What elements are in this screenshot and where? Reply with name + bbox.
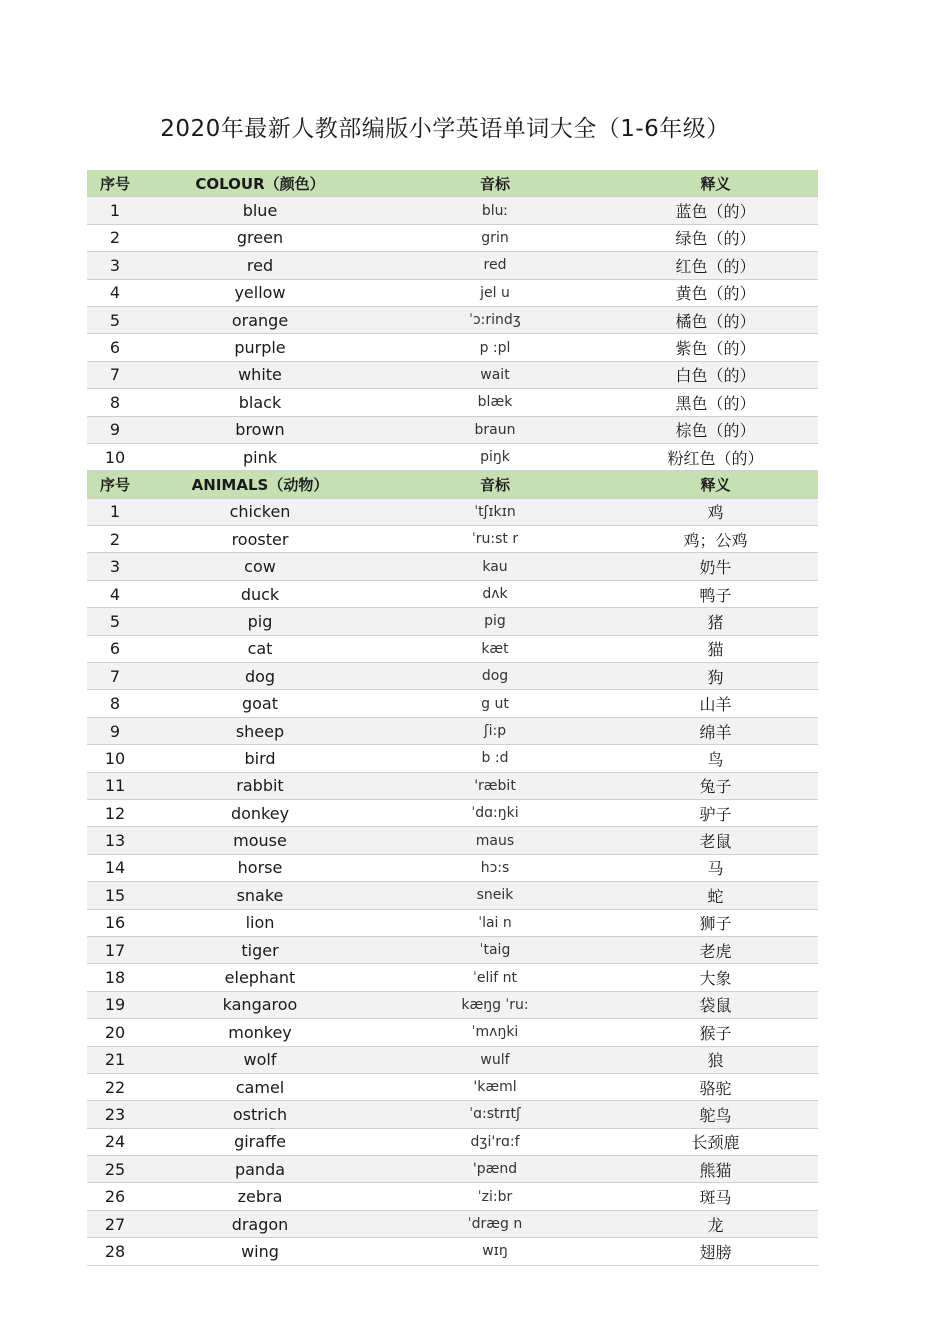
cell-num: 18 (87, 964, 143, 991)
cell-num: 13 (87, 827, 143, 854)
table-row (87, 663, 818, 690)
cell-word: mouse (143, 827, 377, 854)
table-row (87, 361, 818, 388)
cell-meaning: 长颈鹿 (613, 1128, 818, 1155)
cell-meaning: 猴子 (613, 1019, 818, 1046)
cell-word: green (143, 224, 377, 251)
table-row (87, 252, 818, 279)
cell-ipa: ˈtʃɪkɪn (377, 498, 613, 525)
cell-meaning: 山羊 (613, 690, 818, 717)
cell-meaning: 龙 (613, 1210, 818, 1237)
header-cell-meaning: 释义 (613, 471, 818, 498)
cell-num: 2 (87, 224, 143, 251)
table-row (87, 498, 818, 525)
table-row (87, 553, 818, 580)
cell-ipa: kau (377, 553, 613, 580)
section-header-row (87, 471, 818, 498)
cell-num: 4 (87, 580, 143, 607)
cell-word: elephant (143, 964, 377, 991)
cell-meaning: 骆驼 (613, 1073, 818, 1100)
cell-word: brown (143, 416, 377, 443)
cell-ipa: red (377, 252, 613, 279)
cell-num: 10 (87, 443, 143, 470)
cell-word: cat (143, 635, 377, 662)
cell-word: red (143, 252, 377, 279)
table-row (87, 389, 818, 416)
cell-meaning: 紫色（的） (613, 334, 818, 361)
cell-num: 14 (87, 854, 143, 881)
table-row (87, 827, 818, 854)
cell-word: lion (143, 909, 377, 936)
cell-ipa: dog (377, 663, 613, 690)
table-row (87, 279, 818, 306)
cell-num: 23 (87, 1101, 143, 1128)
cell-meaning: 棕色（的） (613, 416, 818, 443)
cell-meaning: 鸡 (613, 498, 818, 525)
cell-ipa: b :d (377, 745, 613, 772)
cell-ipa: pig (377, 608, 613, 635)
cell-word: wolf (143, 1046, 377, 1073)
cell-num: 6 (87, 334, 143, 361)
cell-word: zebra (143, 1183, 377, 1210)
cell-word: pink (143, 443, 377, 470)
cell-num: 5 (87, 608, 143, 635)
table-row (87, 1210, 818, 1237)
cell-word: panda (143, 1156, 377, 1183)
cell-num: 3 (87, 252, 143, 279)
table-row (87, 224, 818, 251)
cell-ipa: wulf (377, 1046, 613, 1073)
cell-meaning: 橘色（的） (613, 306, 818, 333)
cell-word: pig (143, 608, 377, 635)
cell-num: 3 (87, 553, 143, 580)
cell-num: 7 (87, 361, 143, 388)
cell-word: wing (143, 1238, 377, 1265)
cell-ipa: bluː (377, 197, 613, 224)
cell-num: 7 (87, 663, 143, 690)
cell-word: rooster (143, 526, 377, 553)
cell-meaning: 驴子 (613, 799, 818, 826)
cell-ipa: ˈmʌŋki (377, 1019, 613, 1046)
cell-meaning: 马 (613, 854, 818, 881)
table-row (87, 635, 818, 662)
table-row (87, 1183, 818, 1210)
cell-meaning: 鸭子 (613, 580, 818, 607)
cell-ipa: blæk (377, 389, 613, 416)
cell-meaning: 猫 (613, 635, 818, 662)
cell-ipa: ˈdræg n (377, 1210, 613, 1237)
cell-num: 27 (87, 1210, 143, 1237)
table-row (87, 443, 818, 470)
table-row (87, 772, 818, 799)
cell-word: kangaroo (143, 991, 377, 1018)
table-row (87, 964, 818, 991)
cell-word: cow (143, 553, 377, 580)
cell-num: 28 (87, 1238, 143, 1265)
cell-num: 11 (87, 772, 143, 799)
cell-ipa: ˈlai n (377, 909, 613, 936)
table-row (87, 799, 818, 826)
cell-meaning: 红色（的） (613, 252, 818, 279)
vocabulary-table (87, 170, 818, 1266)
cell-word: yellow (143, 279, 377, 306)
cell-num: 22 (87, 1073, 143, 1100)
table-row (87, 936, 818, 963)
cell-meaning: 狗 (613, 663, 818, 690)
cell-meaning: 袋鼠 (613, 991, 818, 1018)
table-row (87, 1073, 818, 1100)
table-row (87, 197, 818, 224)
cell-ipa: ˈɑ:strɪtʃ (377, 1101, 613, 1128)
cell-word: chicken (143, 498, 377, 525)
cell-num: 21 (87, 1046, 143, 1073)
table-row (87, 717, 818, 744)
cell-ipa: p :pl (377, 334, 613, 361)
cell-meaning: 蛇 (613, 882, 818, 909)
header-cell-meaning: 释义 (613, 170, 818, 197)
cell-num: 15 (87, 882, 143, 909)
cell-ipa: kæŋg ˈru: (377, 991, 613, 1018)
cell-meaning: 老虎 (613, 936, 818, 963)
table-row (87, 690, 818, 717)
cell-ipa: maus (377, 827, 613, 854)
cell-num: 6 (87, 635, 143, 662)
cell-word: camel (143, 1073, 377, 1100)
table-row (87, 580, 818, 607)
table-row (87, 1101, 818, 1128)
cell-meaning: 白色（的） (613, 361, 818, 388)
cell-meaning: 奶牛 (613, 553, 818, 580)
cell-num: 8 (87, 690, 143, 717)
cell-meaning: 黄色（的） (613, 279, 818, 306)
cell-word: purple (143, 334, 377, 361)
cell-ipa: g ut (377, 690, 613, 717)
table-row (87, 416, 818, 443)
header-cell-word: COLOUR（颜色） (143, 170, 377, 197)
header-cell-ipa: 音标 (377, 471, 613, 498)
cell-ipa: grin (377, 224, 613, 251)
cell-meaning: 绵羊 (613, 717, 818, 744)
cell-ipa: ˈdɑ:ŋki (377, 799, 613, 826)
cell-meaning: 兔子 (613, 772, 818, 799)
cell-num: 16 (87, 909, 143, 936)
cell-word: tiger (143, 936, 377, 963)
table-row (87, 1238, 818, 1265)
cell-meaning: 蓝色（的） (613, 197, 818, 224)
cell-word: horse (143, 854, 377, 881)
cell-meaning: 狼 (613, 1046, 818, 1073)
cell-ipa: ˈɔ:rindʒ (377, 306, 613, 333)
cell-word: goat (143, 690, 377, 717)
cell-ipa: ˈtaig (377, 936, 613, 963)
cell-num: 2 (87, 526, 143, 553)
cell-num: 1 (87, 197, 143, 224)
cell-ipa: 'ræbit (377, 772, 613, 799)
cell-word: rabbit (143, 772, 377, 799)
cell-ipa: ʃi:p (377, 717, 613, 744)
cell-num: 1 (87, 498, 143, 525)
table-row (87, 526, 818, 553)
cell-word: snake (143, 882, 377, 909)
cell-meaning: 熊猫 (613, 1156, 818, 1183)
cell-meaning: 绿色（的） (613, 224, 818, 251)
header-cell-word: ANIMALS（动物） (143, 471, 377, 498)
cell-word: blue (143, 197, 377, 224)
cell-meaning: 黑色（的） (613, 389, 818, 416)
table-row (87, 1019, 818, 1046)
cell-num: 5 (87, 306, 143, 333)
cell-ipa: wɪŋ (377, 1238, 613, 1265)
cell-word: duck (143, 580, 377, 607)
cell-num: 4 (87, 279, 143, 306)
table-row (87, 1128, 818, 1155)
section-header-row (87, 170, 818, 197)
cell-ipa: ˈru:st r (377, 526, 613, 553)
table-row (87, 608, 818, 635)
cell-word: black (143, 389, 377, 416)
cell-meaning: 大象 (613, 964, 818, 991)
cell-word: giraffe (143, 1128, 377, 1155)
cell-num: 12 (87, 799, 143, 826)
cell-word: sheep (143, 717, 377, 744)
header-cell-ipa: 音标 (377, 170, 613, 197)
cell-num: 9 (87, 416, 143, 443)
cell-meaning: 鸵鸟 (613, 1101, 818, 1128)
cell-num: 25 (87, 1156, 143, 1183)
cell-num: 20 (87, 1019, 143, 1046)
cell-num: 26 (87, 1183, 143, 1210)
header-cell-num: 序号 (87, 471, 143, 498)
cell-meaning: 狮子 (613, 909, 818, 936)
table-row (87, 991, 818, 1018)
cell-meaning: 老鼠 (613, 827, 818, 854)
cell-ipa: jel u (377, 279, 613, 306)
cell-ipa: 'kæml (377, 1073, 613, 1100)
cell-ipa: ˈzi:br (377, 1183, 613, 1210)
cell-ipa: wait (377, 361, 613, 388)
table-row (87, 306, 818, 333)
cell-word: bird (143, 745, 377, 772)
table-row (87, 1156, 818, 1183)
cell-num: 17 (87, 936, 143, 963)
cell-word: white (143, 361, 377, 388)
header-cell-num: 序号 (87, 170, 143, 197)
cell-meaning: 鸡；公鸡 (613, 526, 818, 553)
page-title: 2020年最新人教部编版小学英语单词大全（1-6年级） (160, 116, 730, 142)
cell-ipa: braun (377, 416, 613, 443)
cell-word: dragon (143, 1210, 377, 1237)
cell-meaning: 粉红色（的） (613, 443, 818, 470)
cell-word: dog (143, 663, 377, 690)
cell-ipa: hɔ:s (377, 854, 613, 881)
cell-ipa: dʌk (377, 580, 613, 607)
cell-word: orange (143, 306, 377, 333)
cell-ipa: 'pænd (377, 1156, 613, 1183)
cell-num: 19 (87, 991, 143, 1018)
cell-num: 9 (87, 717, 143, 744)
cell-ipa: dʒi'rɑ:f (377, 1128, 613, 1155)
cell-ipa: piŋk (377, 443, 613, 470)
table-row (87, 909, 818, 936)
table-row (87, 334, 818, 361)
cell-ipa: kæt (377, 635, 613, 662)
table-row (87, 882, 818, 909)
table-row (87, 1046, 818, 1073)
cell-ipa: ˈelif nt (377, 964, 613, 991)
cell-meaning: 斑马 (613, 1183, 818, 1210)
cell-meaning: 翅膀 (613, 1238, 818, 1265)
cell-num: 10 (87, 745, 143, 772)
cell-num: 24 (87, 1128, 143, 1155)
table-row (87, 745, 818, 772)
cell-word: ostrich (143, 1101, 377, 1128)
cell-ipa: sneik (377, 882, 613, 909)
vocabulary-table-body (87, 170, 818, 1265)
cell-meaning: 鸟 (613, 745, 818, 772)
cell-meaning: 猪 (613, 608, 818, 635)
cell-word: monkey (143, 1019, 377, 1046)
table-row (87, 854, 818, 881)
cell-word: donkey (143, 799, 377, 826)
cell-num: 8 (87, 389, 143, 416)
